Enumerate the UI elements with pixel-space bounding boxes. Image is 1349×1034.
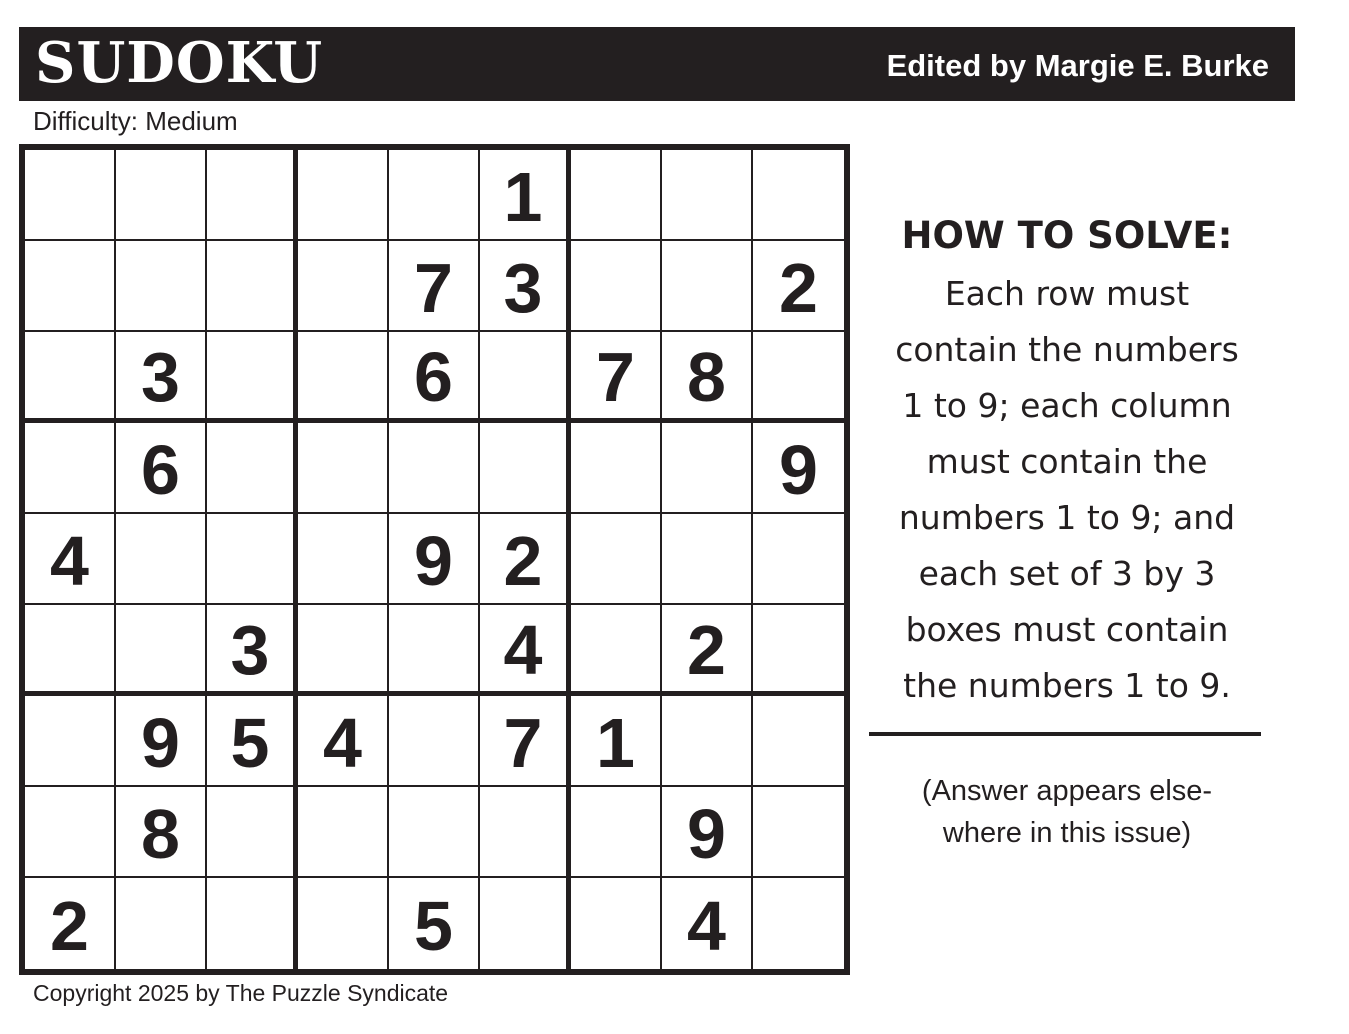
sudoku-cell-r3-c1[interactable] bbox=[25, 332, 116, 423]
sudoku-cell-r4-c5[interactable] bbox=[389, 423, 480, 514]
instruction-line: the numbers 1 to 9. bbox=[903, 666, 1231, 705]
sudoku-cell-r2-c1[interactable] bbox=[25, 241, 116, 332]
sudoku-cell-r6-c5[interactable] bbox=[389, 605, 480, 696]
sudoku-cell-r3-c3[interactable] bbox=[207, 332, 298, 423]
sudoku-cell-r3-c8[interactable]: 8 bbox=[662, 332, 753, 423]
sudoku-cell-r3-c9[interactable] bbox=[753, 332, 844, 423]
sudoku-cell-r2-c3[interactable] bbox=[207, 241, 298, 332]
sudoku-cell-r7-c5[interactable] bbox=[389, 696, 480, 787]
sudoku-cell-r4-c8[interactable] bbox=[662, 423, 753, 514]
sudoku-cell-r9-c8[interactable]: 4 bbox=[662, 878, 753, 969]
sudoku-cell-r1-c4[interactable] bbox=[298, 150, 389, 241]
sudoku-cell-r1-c3[interactable] bbox=[207, 150, 298, 241]
answer-note-line: (Answer appears else- bbox=[921, 775, 1213, 807]
sudoku-cell-r8-c1[interactable] bbox=[25, 787, 116, 878]
sudoku-cell-r5-c6[interactable]: 2 bbox=[480, 514, 571, 605]
sudoku-cell-r1-c5[interactable] bbox=[389, 150, 480, 241]
puzzle-title: SUDOKU bbox=[35, 30, 324, 96]
sudoku-cell-r7-c8[interactable] bbox=[662, 696, 753, 787]
sudoku-cell-r1-c7[interactable] bbox=[571, 150, 662, 241]
sudoku-cell-r6-c6[interactable]: 4 bbox=[480, 605, 571, 696]
difficulty-label: Difficulty: Medium bbox=[33, 106, 238, 136]
instruction-line: contain the numbers bbox=[895, 330, 1239, 369]
sudoku-cell-r8-c2[interactable]: 8 bbox=[116, 787, 207, 878]
editor-credit: Edited by Margie E. Burke bbox=[886, 48, 1269, 83]
sudoku-cell-r7-c4[interactable]: 4 bbox=[298, 696, 389, 787]
sudoku-cell-r6-c2[interactable] bbox=[116, 605, 207, 696]
sudoku-cell-r5-c7[interactable] bbox=[571, 514, 662, 605]
sudoku-cell-r8-c3[interactable] bbox=[207, 787, 298, 878]
sudoku-cell-r8-c6[interactable] bbox=[480, 787, 571, 878]
sudoku-cell-r7-c3[interactable]: 5 bbox=[207, 696, 298, 787]
sudoku-cell-r3-c4[interactable] bbox=[298, 332, 389, 423]
sudoku-cell-r3-c2[interactable]: 3 bbox=[116, 332, 207, 423]
answer-note bbox=[862, 770, 1272, 854]
answer-note-line: where in this issue) bbox=[942, 817, 1192, 849]
sudoku-cell-r3-c6[interactable] bbox=[480, 332, 571, 423]
sudoku-cell-r9-c2[interactable] bbox=[116, 878, 207, 969]
sudoku-cell-r4-c1[interactable] bbox=[25, 423, 116, 514]
sudoku-cell-r6-c3[interactable]: 3 bbox=[207, 605, 298, 696]
sudoku-cell-r3-c7[interactable]: 7 bbox=[571, 332, 662, 423]
sudoku-cell-r8-c4[interactable] bbox=[298, 787, 389, 878]
instruction-line: boxes must contain bbox=[905, 610, 1229, 649]
sudoku-cell-r9-c4[interactable] bbox=[298, 878, 389, 969]
sudoku-cell-r4-c6[interactable] bbox=[480, 423, 571, 514]
instruction-line: Each row must bbox=[944, 274, 1190, 313]
sudoku-cell-r6-c4[interactable] bbox=[298, 605, 389, 696]
header-bar bbox=[19, 27, 1295, 101]
instruction-line: each set of 3 by 3 bbox=[918, 554, 1216, 593]
sudoku-cell-r2-c9[interactable]: 2 bbox=[753, 241, 844, 332]
sudoku-cell-r5-c3[interactable] bbox=[207, 514, 298, 605]
sudoku-cell-r5-c5[interactable]: 9 bbox=[389, 514, 480, 605]
sudoku-cell-r7-c7[interactable]: 1 bbox=[571, 696, 662, 787]
sudoku-cell-r1-c2[interactable] bbox=[116, 150, 207, 241]
sudoku-cell-r9-c7[interactable] bbox=[571, 878, 662, 969]
sudoku-cell-r6-c8[interactable]: 2 bbox=[662, 605, 753, 696]
instruction-line: 1 to 9; each column bbox=[902, 386, 1232, 425]
sudoku-cell-r1-c6[interactable]: 1 bbox=[480, 150, 571, 241]
sudoku-cell-r2-c4[interactable] bbox=[298, 241, 389, 332]
sudoku-cell-r9-c6[interactable] bbox=[480, 878, 571, 969]
sudoku-cell-r4-c3[interactable] bbox=[207, 423, 298, 514]
sudoku-cell-r1-c1[interactable] bbox=[25, 150, 116, 241]
sudoku-cell-r9-c1[interactable]: 2 bbox=[25, 878, 116, 969]
sudoku-cell-r8-c7[interactable] bbox=[571, 787, 662, 878]
sudoku-cell-r5-c4[interactable] bbox=[298, 514, 389, 605]
sudoku-cell-r7-c6[interactable]: 7 bbox=[480, 696, 571, 787]
sudoku-grid bbox=[19, 144, 850, 975]
sudoku-cell-r7-c1[interactable] bbox=[25, 696, 116, 787]
sudoku-cell-r6-c7[interactable] bbox=[571, 605, 662, 696]
sudoku-cell-r3-c5[interactable]: 6 bbox=[389, 332, 480, 423]
sudoku-cell-r6-c1[interactable] bbox=[25, 605, 116, 696]
sudoku-cell-r8-c5[interactable] bbox=[389, 787, 480, 878]
sudoku-cell-r2-c8[interactable] bbox=[662, 241, 753, 332]
sudoku-cell-r9-c3[interactable] bbox=[207, 878, 298, 969]
sudoku-cell-r5-c2[interactable] bbox=[116, 514, 207, 605]
copyright-notice: Copyright 2025 by The Puzzle Syndicate bbox=[33, 980, 449, 1006]
sudoku-cell-r7-c9[interactable] bbox=[753, 696, 844, 787]
sudoku-cell-r4-c4[interactable] bbox=[298, 423, 389, 514]
instruction-line: must contain the bbox=[926, 442, 1208, 481]
sudoku-cell-r8-c8[interactable]: 9 bbox=[662, 787, 753, 878]
sudoku-cell-r9-c5[interactable]: 5 bbox=[389, 878, 480, 969]
divider bbox=[869, 732, 1261, 736]
how-to-solve-title: HOW TO SOLVE: bbox=[901, 214, 1233, 257]
sudoku-cell-r1-c8[interactable] bbox=[662, 150, 753, 241]
how-to-solve-panel bbox=[862, 210, 1272, 714]
sudoku-cell-r6-c9[interactable] bbox=[753, 605, 844, 696]
sudoku-cell-r1-c9[interactable] bbox=[753, 150, 844, 241]
sudoku-cell-r2-c5[interactable]: 7 bbox=[389, 241, 480, 332]
instruction-line: numbers 1 to 9; and bbox=[898, 498, 1236, 537]
sudoku-cell-r4-c7[interactable] bbox=[571, 423, 662, 514]
sudoku-cell-r8-c9[interactable] bbox=[753, 787, 844, 878]
sudoku-cell-r2-c6[interactable]: 3 bbox=[480, 241, 571, 332]
sudoku-cell-r5-c1[interactable]: 4 bbox=[25, 514, 116, 605]
sudoku-cell-r4-c2[interactable]: 6 bbox=[116, 423, 207, 514]
sudoku-cell-r2-c2[interactable] bbox=[116, 241, 207, 332]
sudoku-cell-r2-c7[interactable] bbox=[571, 241, 662, 332]
sudoku-cell-r4-c9[interactable]: 9 bbox=[753, 423, 844, 514]
sudoku-cell-r7-c2[interactable]: 9 bbox=[116, 696, 207, 787]
sudoku-cell-r5-c9[interactable] bbox=[753, 514, 844, 605]
sudoku-cell-r9-c9[interactable] bbox=[753, 878, 844, 969]
sudoku-cell-r5-c8[interactable] bbox=[662, 514, 753, 605]
